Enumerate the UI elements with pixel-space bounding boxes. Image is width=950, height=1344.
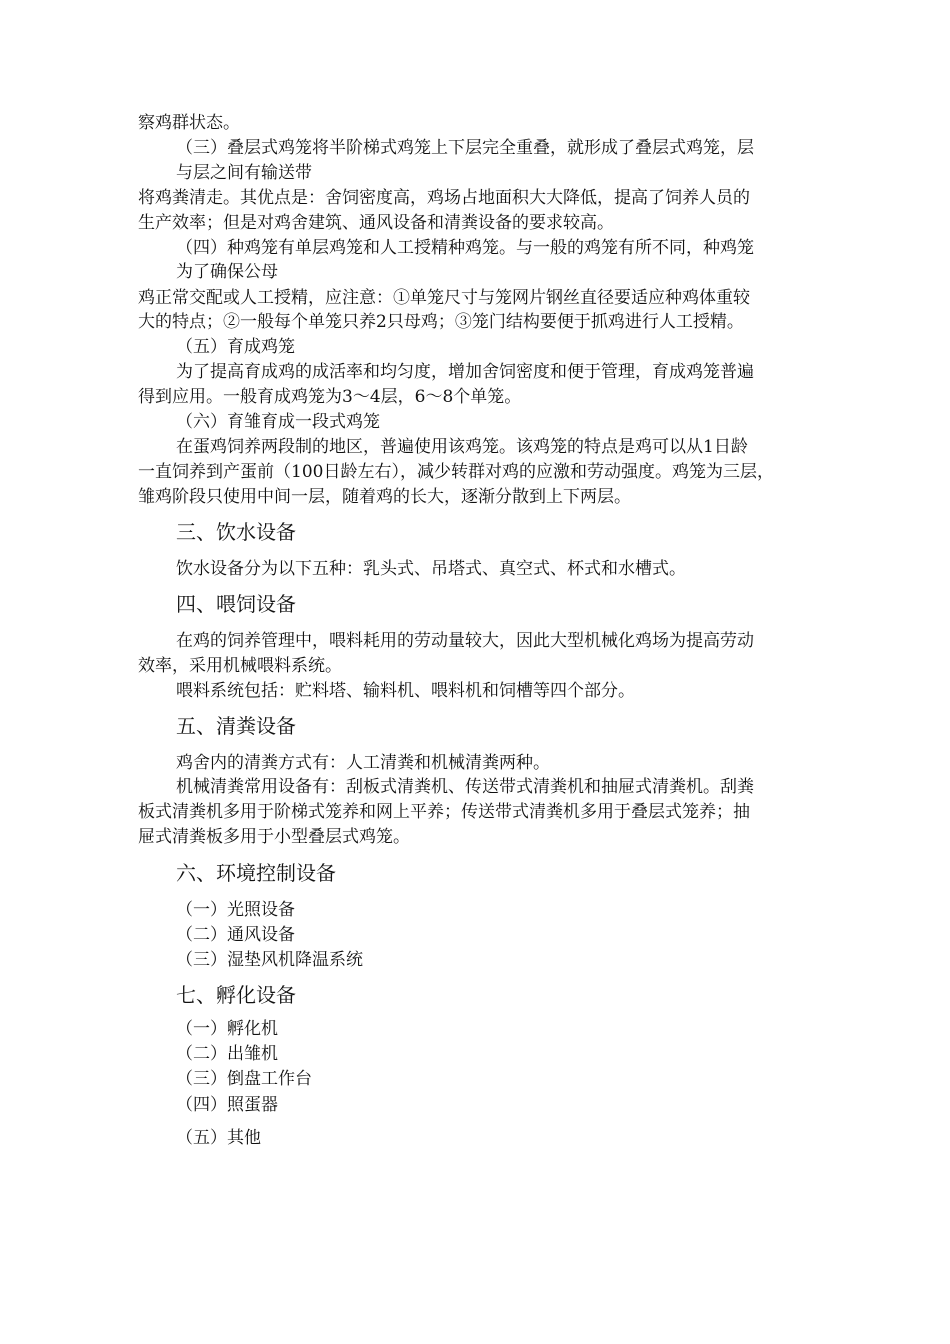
subsection-heading: （六）育雏育成一段式鸡笼 (176, 412, 380, 432)
text-line: 鸡正常交配或人工授精，应注意：①单笼尺寸与笼网片钢丝直径要适应种鸡体重较 (138, 288, 750, 308)
section-heading: 四、喂饲设备 (176, 592, 296, 616)
text-line: 板式清粪机多用于阶梯式笼养和网上平养；传送带式清粪机多用于叠层式笼养；抽 (138, 802, 750, 822)
text-line: 将鸡粪清走。其优点是：舍饲密度高，鸡场占地面积大大降低，提高了饲养人员的 (138, 188, 750, 208)
text-line: 在蛋鸡饲养两段制的地区，普遍使用该鸡笼。该鸡笼的特点是鸡可以从1日龄 (176, 437, 748, 457)
text-line: 雏鸡阶段只使用中间一层，随着鸡的长大，逐渐分散到上下两层。 (138, 487, 631, 507)
list-item: （一）孵化机 (176, 1019, 278, 1039)
text-line: 大的特点；②一般每个单笼只养2只母鸡；③笼门结构要便于抓鸡进行人工授精。 (138, 312, 744, 332)
text-line: 机械清粪常用设备有：刮板式清粪机、传送带式清粪机和抽屉式清粪机。刮粪 (176, 777, 754, 797)
text-line: （四）种鸡笼有单层鸡笼和人工授精种鸡笼。与一般的鸡笼有所不同，种鸡笼 (176, 238, 754, 258)
text-line: 为了提高育成鸡的成活率和均匀度，增加舍饲密度和便于管理，育成鸡笼普遍 (176, 362, 754, 382)
text-line: 在鸡的饲养管理中，喂料耗用的劳动量较大，因此大型机械化鸡场为提高劳动 (176, 631, 754, 651)
list-item: （四）照蛋器 (176, 1095, 278, 1115)
section-heading: 三、饮水设备 (176, 520, 296, 544)
subsection-heading: （五）育成鸡笼 (176, 337, 295, 357)
text-line: 鸡舍内的清粪方式有：人工清粪和机械清粪两种。 (176, 753, 550, 773)
section-heading: 七、孵化设备 (176, 983, 296, 1007)
section-heading: 六、环境控制设备 (176, 861, 336, 885)
list-item: （二）通风设备 (176, 925, 295, 945)
list-item: （一）光照设备 (176, 900, 295, 920)
text-line: 与层之间有输送带 (176, 163, 312, 183)
text-line: 得到应用。一般育成鸡笼为3〜4层，6〜8个单笼。 (138, 387, 522, 407)
text-line: 喂料系统包括：贮料塔、输料机、喂料机和饲槽等四个部分。 (176, 681, 635, 701)
section-heading: 五、清粪设备 (176, 714, 296, 738)
list-item: （五）其他 (176, 1128, 261, 1148)
text-line: 一直饲养到产蛋前（100日龄左右），减少转群对鸡的应激和劳动强度。鸡笼为三层， (138, 462, 774, 482)
text-line: （三）叠层式鸡笼将半阶梯式鸡笼上下层完全重叠，就形成了叠层式鸡笼，层 (176, 138, 754, 158)
text-line: 为了确保公母 (176, 262, 278, 282)
text-line: 察鸡群状态。 (138, 113, 240, 133)
text-line: 生产效率；但是对鸡舍建筑、通风设备和清粪设备的要求较高。 (138, 213, 614, 233)
text-line: 效率，采用机械喂料系统。 (138, 656, 342, 676)
list-item: （二）出雏机 (176, 1044, 278, 1064)
text-line: 饮水设备分为以下五种：乳头式、吊塔式、真空式、杯式和水槽式。 (176, 559, 686, 579)
text-line: 屉式清粪板多用于小型叠层式鸡笼。 (138, 827, 410, 847)
list-item: （三）倒盘工作台 (176, 1069, 312, 1089)
list-item: （三）湿垫风机降温系统 (176, 950, 363, 970)
